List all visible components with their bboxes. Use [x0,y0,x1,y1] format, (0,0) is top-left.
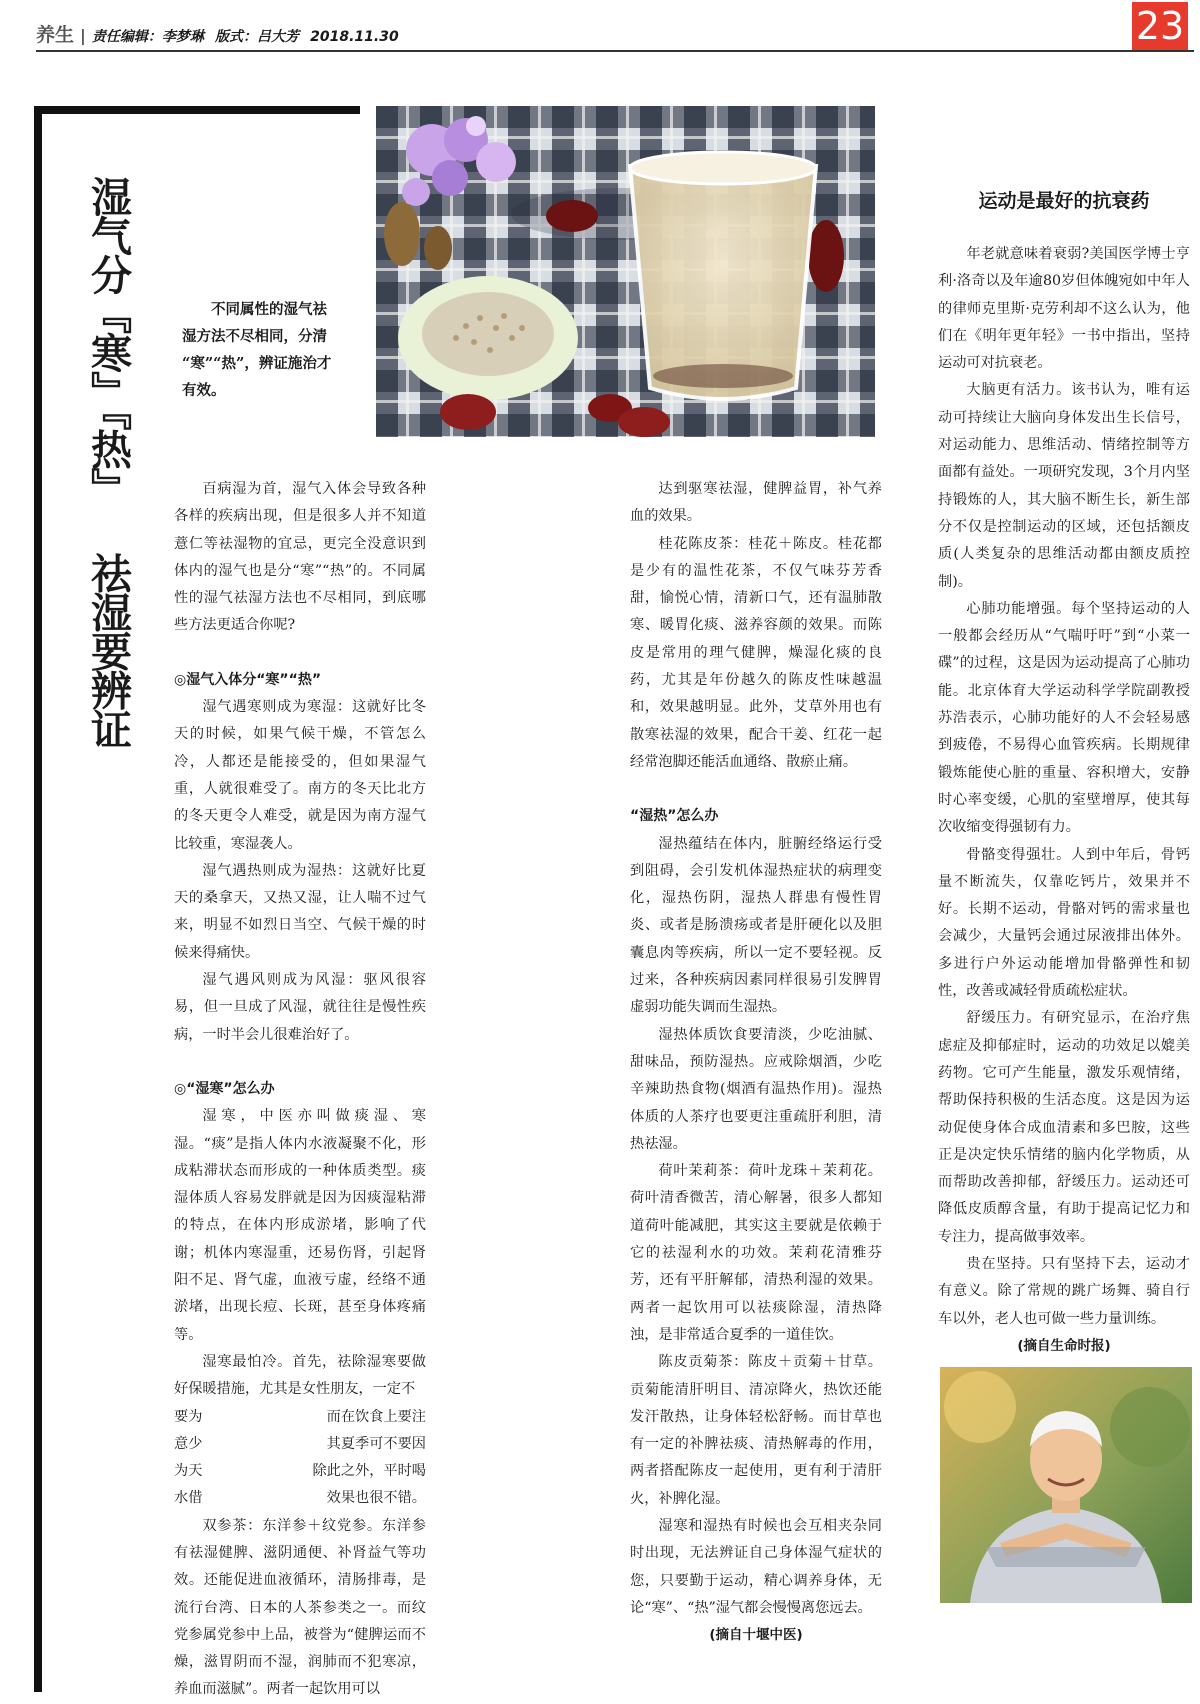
article-column-2 [630,476,882,1649]
obscured-text-line [174,1404,426,1431]
sidebar-source: (摘自生命时报) [1017,1337,1111,1354]
paragraph: 湿热体质饮食要清淡，少吃油腻、甜味品，预防湿热。应戒除烟酒，少吃辛辣助热食物(烟酒有温热作用)。湿热体质的人茶疗也要更注重疏肝利胆，清热祛湿。 [630,1026,882,1152]
subheading: ◎湿气入体分“寒”“热” [174,671,322,688]
paragraph: 年老就意味着衰弱?美国医学博士亨利·洛奇以及年逾80岁但体魄宛如中年人的律师克里斯·克劳利却不这么认为，他们在《明年更年轻》一书中指出，坚持运动可对抗衰老。 [938,246,1190,372]
issue-date: 2018.11.30 [310,29,399,45]
lead-line: “寒”“热”，辨证施治才 [182,355,332,372]
header-divider: | [80,26,86,45]
layout-credit: 版式：吕大芳 [215,29,299,45]
paragraph: 湿寒和湿热有时候也会互相夹杂同时出现，无法辨证自己身体湿气症状的您，只要勤于运动，精心调养身体，无论“寒”、“热”湿气都会慢慢离您远去。 [630,1517,882,1616]
elderly-man-photo [940,1367,1192,1603]
text-fragment: 其夏季可不要因 [326,1435,426,1452]
subheading: “湿热”怎么办 [630,808,719,825]
paragraph: 湿寒最怕冷。首先，祛除湿寒要做好保暖措施，尤其是女性朋友，一定不 [174,1353,426,1398]
article-lead [182,296,342,404]
paragraph: 双参茶：东洋参＋纹党参。东洋参有祛湿健脾、滋阴通便、补肾益气等功效。还能促进血液循环，清肠排毒，是流行台湾、日本的人茶参类之一。而纹党参属党参中上品，被誉为“健脾运而不燥，滋胃阴而不湿，润肺而不犯寒凉，养血而滋腻”。两者一起饮用可以 [174,1517,426,1698]
paragraph: 陈皮贡菊茶：陈皮＋贡菊＋甘草。贡菊能清肝明目、清凉降火，热饮还能发汗散热，让身体轻松舒畅。而甘草也有一定的补脾祛痰、清热解毒的作用，两者搭配陈皮一起使用，更有利于清肝火，补脾化湿。 [630,1354,882,1507]
paragraph: 湿热蕴结在体内，脏腑经络运行受到阻碍，会引发机体湿热症状的病理变化，湿热伤阴，湿热人群患有慢性胃炎、或者是肠溃疡或者是肝硬化以及胆囊息肉等疾病，所以一定不要轻视。反过来，各种疾病因素同样很易引发脾胃虚弱功能失调而生湿热。 [630,835,882,1016]
lead-line: 不同属性的湿气祛 [211,301,327,318]
text-fragment: 除此之外，平时喝 [312,1463,426,1480]
text-fragment: 而在饮食上要注 [326,1408,426,1425]
lead-line: 有效。 [182,382,226,399]
text-fragment: 水借 [174,1490,203,1507]
article-column-1 [174,476,426,1704]
tea-photo-illustration [376,106,875,437]
paragraph: 骨骼变得强壮。人到中年后，骨钙量不断流失，仅靠吃钙片，效果并不好。长期不运动，骨骼对钙的需求量也会减少，大量钙会通过尿液排出体外。多进行户外运动能增加骨骼弹性和韧性，改善或减轻骨质疏松症状。 [938,846,1190,1000]
section-name: 养生 [36,24,75,46]
text-fragment: 意少 [174,1435,203,1452]
paragraph: 贵在坚持。只有坚持下去，运动才有意义。除了常规的跳广场舞、骑自行车以外，老人也可做一些力量训练。 [938,1255,1190,1327]
lead-line: 湿方法不尽相同，分清 [182,328,327,345]
header-rule [36,50,1194,52]
page-number: 23 [1132,2,1188,50]
text-fragment: 效果也很不错。 [326,1490,426,1507]
text-fragment: 要为 [174,1408,203,1425]
paragraph: 湿气遇风则成为风湿：驱风很容易，但一旦成了风湿，就往往是慢性疾病，一时半会儿很难治好了。 [174,972,426,1043]
text-fragment: 为天 [174,1463,203,1480]
paragraph: 百病湿为首，湿气入体会导致各种各样的疾病出现，但是很多人并不知道薏仁等祛湿物的宜忌，更完全没意识到体内的湿气也是分“寒”“热”的。不同属性的湿气祛湿方法也不尽相同，到底哪些方法更适合你呢? [174,481,426,634]
obscured-text-line [174,1458,426,1485]
subheading: ◎“湿寒”怎么办 [174,1080,275,1097]
paragraph: 达到驱寒祛湿，健脾益胃，补气养血的效果。 [630,481,882,525]
page-header [36,20,399,47]
obscured-text-line [174,1485,426,1512]
paragraph: 心肺功能增强。每个坚持运动的人一般都会经历从“气喘吁吁”到“小菜一碟”的过程，这是因为运动提高了心肺功能。北京体育大学运动科学学院副教授苏浩表示，心肺功能好的人不会轻易感到疲倦，不易得心血管疾病。长期规律锻炼能使心脏的重量、容积增大，安静时心率变缓，心肌的室壁增厚，使其每次收缩变得强韧有力。 [938,600,1190,836]
paragraph: 湿气遇热则成为湿热：这就好比夏天的桑拿天，又热又湿，让人喘不过气来，明显不如烈日当空、气候干燥的时候来得痛快。 [174,862,426,961]
article-source: (摘自十堰中医) [709,1627,803,1644]
editor-credit: 责任编辑：李梦琳 [91,29,204,45]
sidebar-column [938,241,1190,1360]
frame-top-bar [34,106,360,114]
paragraph: 舒缓压力。有研究显示，在治疗焦虑症及抑郁症时，运动的功效足以媲美药物。它可产生能量，激发乐观情绪，帮助保持积极的生活态度。这是因为运动促使身体合成血清素和多巴胺，这些正是决定快乐情绪的脑内化学物质，从而帮助改善抑郁，舒缓压力。运动还可降低皮质醇含量，有助于提高记忆力和专注力，提高做事效率。 [938,1010,1190,1245]
paragraph: 湿气遇寒则成为寒湿：这就好比冬天的时候，如果气候干燥，不管怎么冷，人都还是能接受的，但如果湿气重，人就很难受了。南方的冬天比北方的冬天更令人难受，就是因为南方湿气比较重，寒湿袭人。 [174,699,426,852]
tea-photo [376,106,875,437]
sidebar-title: 运动是最好的抗衰药 [978,190,1150,212]
frame-left-bar [34,106,42,1692]
paragraph: 桂花陈皮茶：桂花＋陈皮。桂花都是少有的温性花茶，不仅气味芬芳香甜，愉悦心情，清新口气，还有温肺散寒、暖胃化痰、滋养容颜的效果。而陈皮是常用的理气健脾，燥湿化痰的良药，尤其是年份越久的陈皮性味越温和，效果越明显。此外，艾草外用也有散寒祛湿的效果，配合干姜、红花一起经常泡脚还能活血通络、散瘀止痛。 [630,535,882,770]
paragraph: 荷叶茉莉茶：荷叶龙珠＋茉莉花。荷叶清香微苦，清心解暑，很多人都知道荷叶能减肥，其实这主要就是依赖于它的祛湿利水的功效。茉莉花清雅芬芳，还有平肝解郁，清热利湿的效果。两者一起饮用可以祛痰除湿，清热降浊，是非常适合夏季的一道佳饮。 [630,1163,882,1343]
elderly-man-illustration [940,1367,1192,1603]
paragraph: 大脑更有活力。该书认为，唯有运动可持续让大脑向身体发出生长信号，对运动能力、思维活动、情绪控制等方面都有益处。一项研究发现，3个月内坚持锻炼的人，其大脑不断生长，新生部分不仅是控制运动的区域，还包括额皮质(人类复杂的思维活动都由额皮质控制)。 [938,382,1190,590]
obscured-text-line [174,1431,426,1458]
paragraph: 湿寒，中医亦叫做痰湿、寒湿。“痰”是指人体内水液凝聚不化，形成粘滞状态而形成的一种体质类型。痰湿体质人容易发胖就是因为因痰湿粘滞的特点，在体内形成淤堵，影响了代谢；机体内寒湿重，还易伤肾，引起肾阳不足、肾气虚，血液亏虚，经络不通淤堵，出现长痘、长斑，甚至身体疼痛等。 [174,1108,426,1343]
article-title: 湿气分『寒』『热』 祛湿要辨证 [84,176,132,748]
